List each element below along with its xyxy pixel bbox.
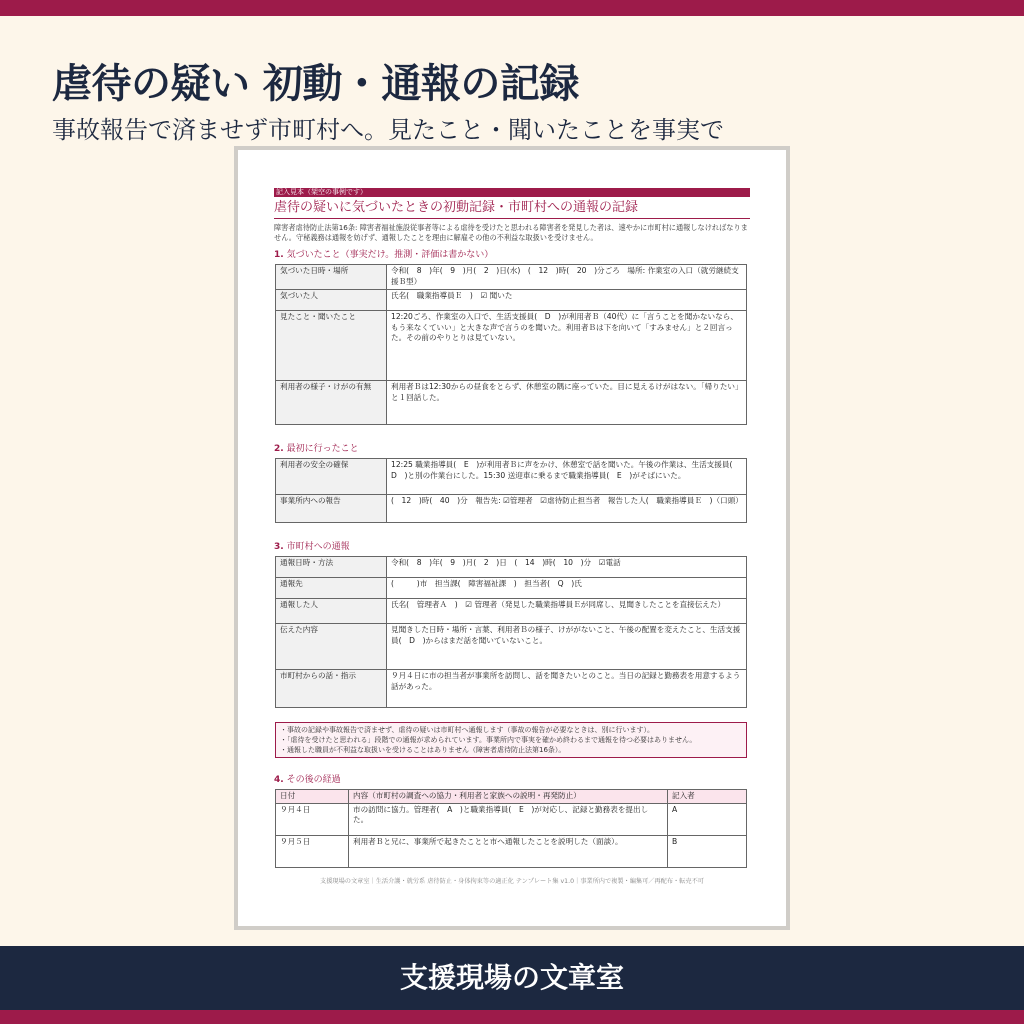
section-number: 2.	[274, 444, 284, 454]
note-line: ・事故の記録や事故報告で済ませず、虐待の疑いは市町村へ通報します（事故の報告が必要なときは、別に行います）。	[280, 726, 654, 734]
history-table	[275, 789, 747, 868]
section-1-table	[275, 264, 747, 425]
top-accent-bar	[0, 0, 1024, 16]
row-label: 見たこと・聞いたこと	[276, 311, 387, 381]
row-label: 利用者の安全の確保	[276, 459, 387, 495]
section-3-heading	[274, 541, 750, 553]
row-label: 通報した人	[276, 599, 387, 624]
section-4-heading	[274, 774, 750, 786]
table-row	[276, 835, 747, 867]
row-value: 12:20ごろ、作業室の入口で、生活支援員( D )が利用者Ｂ（40代）に「言うことを聞かないなら、もう来なくていい」と大きな声で言うのを聞いた。利用者Ｂは下を向いて「すみません」と２回言った。その前のやりとりは見ていない。	[387, 311, 747, 381]
table-header-row	[276, 790, 747, 804]
row-label: 事業所内への報告	[276, 495, 387, 523]
document-title: 虐待の疑いに気づいたときの初動記録・市町村への通報の記録	[274, 200, 750, 219]
table-row	[276, 557, 747, 578]
note-line: ・通報した職員が不利益な取扱いを受けることはありません（障害者虐待防止法第16条）。	[280, 746, 566, 754]
column-header: 記入者	[668, 790, 747, 804]
table-row	[276, 624, 747, 670]
table-row	[276, 495, 747, 523]
row-value: 氏名( 管理者Ａ ) ☑ 管理者（発見した職業指導員Ｅが同席し、見聞きしたことを直接伝えた）	[387, 599, 747, 624]
note-line: ・「虐待を受けたと思われる」段階での通報が求められています。事業所内で事実を確かめ終わるまで通報を待つ必要はありません。	[280, 736, 697, 744]
row-value: 利用者Ｂは12:30からの昼食をとらず、休憩室の隅に座っていた。目に見えるけがはない。「帰りたい」と１回話した。	[387, 381, 747, 425]
history-content: 利用者Ｂと兄に、事業所で起きたことと市へ通報したことを説明した（面談）。	[349, 835, 668, 867]
row-value: ( 12 )時( 40 )分 報告先: ☑管理者 ☑虐待防止担当者 報告した人( 職業指導員Ｅ )（口頭）	[387, 495, 747, 523]
row-label: 通報先	[276, 578, 387, 599]
table-row	[276, 599, 747, 624]
page-title: 虐待の疑い 初動・通報の記録	[52, 61, 579, 107]
history-writer: A	[668, 803, 747, 835]
law-intro: 障害者虐待防止法第16条: 障害者福祉施設従事者等による虐待を受けたと思われる障害者を発見した者は、速やかに市町村に通報しなければなりません。守秘義務は通報を妨げず、通報したことを理由に解雇その他の不利益な取扱いを受けません。	[274, 223, 748, 242]
section-number: 3.	[274, 542, 284, 552]
document-footer: 支援現場の文章室｜生活介護・就労系 虐待防止・身体拘束等の適正化 テンプレート集 v1.0｜事業所内で複製・編集可／再配布・転売不可	[320, 877, 704, 885]
table-row	[276, 670, 747, 708]
document-page	[238, 150, 786, 926]
section-title: 気づいたこと（事実だけ。推測・評価は書かない）	[286, 250, 494, 260]
document-content	[274, 188, 750, 887]
row-value: 氏名( 職業指導員Ｅ ) ☑ 聞いた	[387, 290, 747, 311]
row-value: ９月４日に市の担当者が事業所を訪問し、話を聞きたいとのこと。当日の記録と勤務表を用意するよう話があった。	[387, 670, 747, 708]
section-title: 市町村への通報	[286, 542, 350, 552]
page-subtitle: 事故報告で済ませず市町村へ。見たこと・聞いたことを事実で	[52, 116, 724, 144]
history-date: ９月４日	[276, 803, 349, 835]
row-label: 市町村からの話・指示	[276, 670, 387, 708]
section-title: その後の経過	[286, 775, 341, 785]
column-header: 内容（市町村の調査への協力・利用者と家族への説明・再発防止）	[349, 790, 668, 804]
row-label: 伝えた内容	[276, 624, 387, 670]
section-number: 4.	[274, 775, 284, 785]
table-row	[276, 381, 747, 425]
table-row	[276, 803, 747, 835]
table-row	[276, 265, 747, 290]
footer-bar	[0, 946, 1024, 1010]
table-row	[276, 311, 747, 381]
column-header: 日付	[276, 790, 349, 804]
section-1-heading	[274, 249, 750, 261]
document-frame	[234, 146, 790, 930]
brand-name: 支援現場の文章室	[399, 961, 624, 994]
row-label: 利用者の様子・けがの有無	[276, 381, 387, 425]
row-value: 令和( 8 )年( 9 )月( 2 )日 ( 14 )時( 10 )分 ☑電話	[387, 557, 747, 578]
row-value: ( )市 担当課( 障害福祉課 ) 担当者( Q )氏	[387, 578, 747, 599]
sample-tag: 記入見本（架空の事例です）	[274, 188, 750, 197]
notes-box	[275, 722, 747, 758]
section-2-heading	[274, 443, 750, 455]
section-number: 1.	[274, 250, 284, 260]
row-value: 見聞きした日時・場所・言葉、利用者Ｂの様子、けががないこと、午後の配置を変えたこと、生活支援員( D )からはまだ話を聞いていないこと。	[387, 624, 747, 670]
section-title: 最初に行ったこと	[286, 444, 359, 454]
history-content: 市の訪問に協力。管理者( A )と職業指導員( E )が対応し、記録と勤務表を提出した。	[349, 803, 668, 835]
section-3-table	[275, 556, 747, 708]
bottom-accent-bar	[0, 1010, 1024, 1024]
row-label: 気づいた人	[276, 290, 387, 311]
row-label: 気づいた日時・場所	[276, 265, 387, 290]
row-label: 通報日時・方法	[276, 557, 387, 578]
section-2-table	[275, 458, 747, 523]
history-writer: B	[668, 835, 747, 867]
history-date: ９月５日	[276, 835, 349, 867]
table-row	[276, 578, 747, 599]
row-value: 令和( 8 )年( 9 )月( 2 )日(水) ( 12 )時( 20 )分ごろ 場所: 作業室の入口（就労継続支援Ｂ型）	[387, 265, 747, 290]
table-row	[276, 290, 747, 311]
row-value: 12:25 職業指導員( E )が利用者Ｂに声をかけ、休憩室で話を聞いた。午後の作業は、生活支援員( D )と別の作業台にした。15:30 送迎車に乗るまで職業指導員( E )がそばにいた。	[387, 459, 747, 495]
table-row	[276, 459, 747, 495]
